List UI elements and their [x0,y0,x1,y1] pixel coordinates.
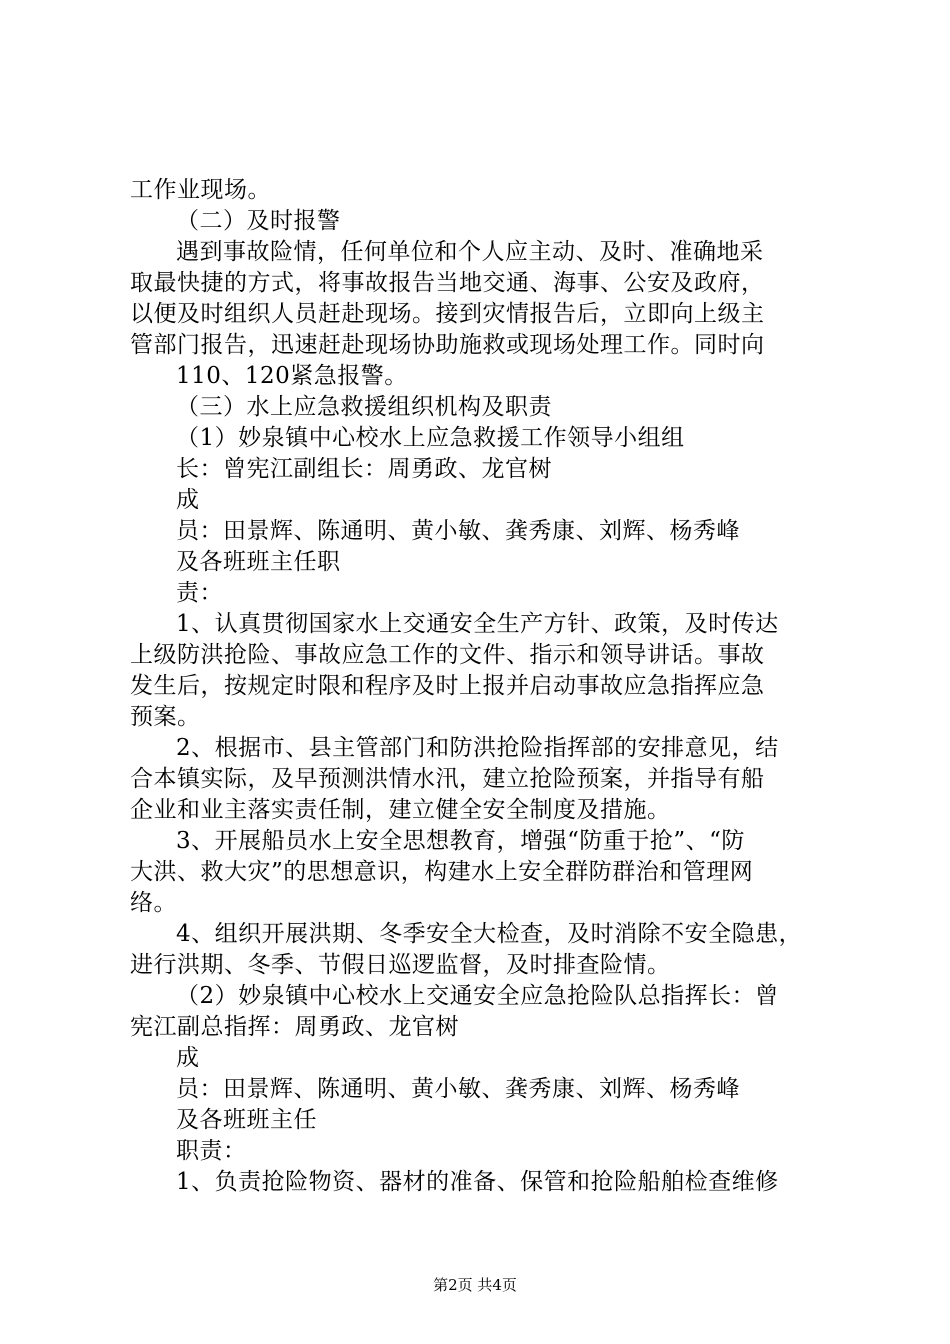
text-line: 责： [176,580,223,606]
text-line: 进行洪期、冬季、节假日巡逻监督，及时排查险情。 [130,952,671,978]
text-line: 4、组织开展洪期、冬季安全大检查，及时消除不安全隐患， [176,921,803,947]
text-line: 3、开展船员水上安全思想教育，增强“防重于抢”、“防 [176,828,745,854]
text-line: 预案。 [130,704,201,730]
text-line: 长：曾宪江副组长：周勇政、龙官树 [176,456,552,482]
text-line: 遇到事故险情，任何单位和个人应主动、及时、准确地采 [176,239,764,265]
section-heading: （二）及时报警 [176,208,341,234]
text-line: 成 [176,487,200,513]
text-line: 员：田景辉、陈通明、黄小敏、龚秀康、刘辉、杨秀峰 [176,518,740,544]
text-line: （1）妙泉镇中心校水上应急救援工作领导小组组 [176,425,685,451]
section-heading: （三）水上应急救援组织机构及职责 [176,394,552,420]
text-line: 合本镇实际，及早预测洪情水汛，建立抢险预案，并指导有船 [130,766,765,792]
text-line: 及各班班主任 [176,1107,317,1133]
text-line: 110、120紧急报警。 [176,363,408,389]
text-line: 成 [176,1045,200,1071]
text-line: （2）妙泉镇中心校水上交通安全应急抢险队总指挥长：曾 [176,983,779,1009]
text-line: 上级防洪抢险、事故应急工作的文件、指示和领导讲话。事故 [130,642,765,668]
text-line: 管部门报告，迅速赶赴现场协助施救或现场处理工作。同时向 [130,332,765,358]
text-line: 以便及时组织人员赶赴现场。接到灾情报告后，立即向上级主 [130,301,765,327]
text-line: 员：田景辉、陈通明、黄小敏、龚秀康、刘辉、杨秀峰 [176,1076,740,1102]
text-line: 2、根据市、县主管部门和防洪抢险指挥部的安排意见，结 [176,735,779,761]
text-line: 络。 [130,890,177,916]
text-line: 职责： [176,1138,247,1164]
text-line: 发生后，按规定时限和程序及时上报并启动事故应急指挥应急 [130,673,765,699]
text-line: 1、认真贯彻国家水上交通安全生产方针、政策，及时传达 [176,611,779,637]
text-line: 及各班班主任职 [176,549,341,575]
text-line: 取最快捷的方式，将事故报告当地交通、海事、公安及政府， [130,270,765,296]
text-line: 1、负责抢险物资、器材的准备、保管和抢险船舶检查维修 [176,1169,779,1195]
text-line: 大洪、救大灾”的思想意识，构建水上安全群防群治和管理网 [130,859,754,885]
text-line: 企业和业主落实责任制，建立健全安全制度及措施。 [130,797,671,823]
page-number-footer: 第2页 共4页 [433,1276,517,1294]
text-line: 工作业现场。 [130,177,271,203]
text-line: 宪江副总指挥：周勇政、龙官树 [130,1014,459,1040]
